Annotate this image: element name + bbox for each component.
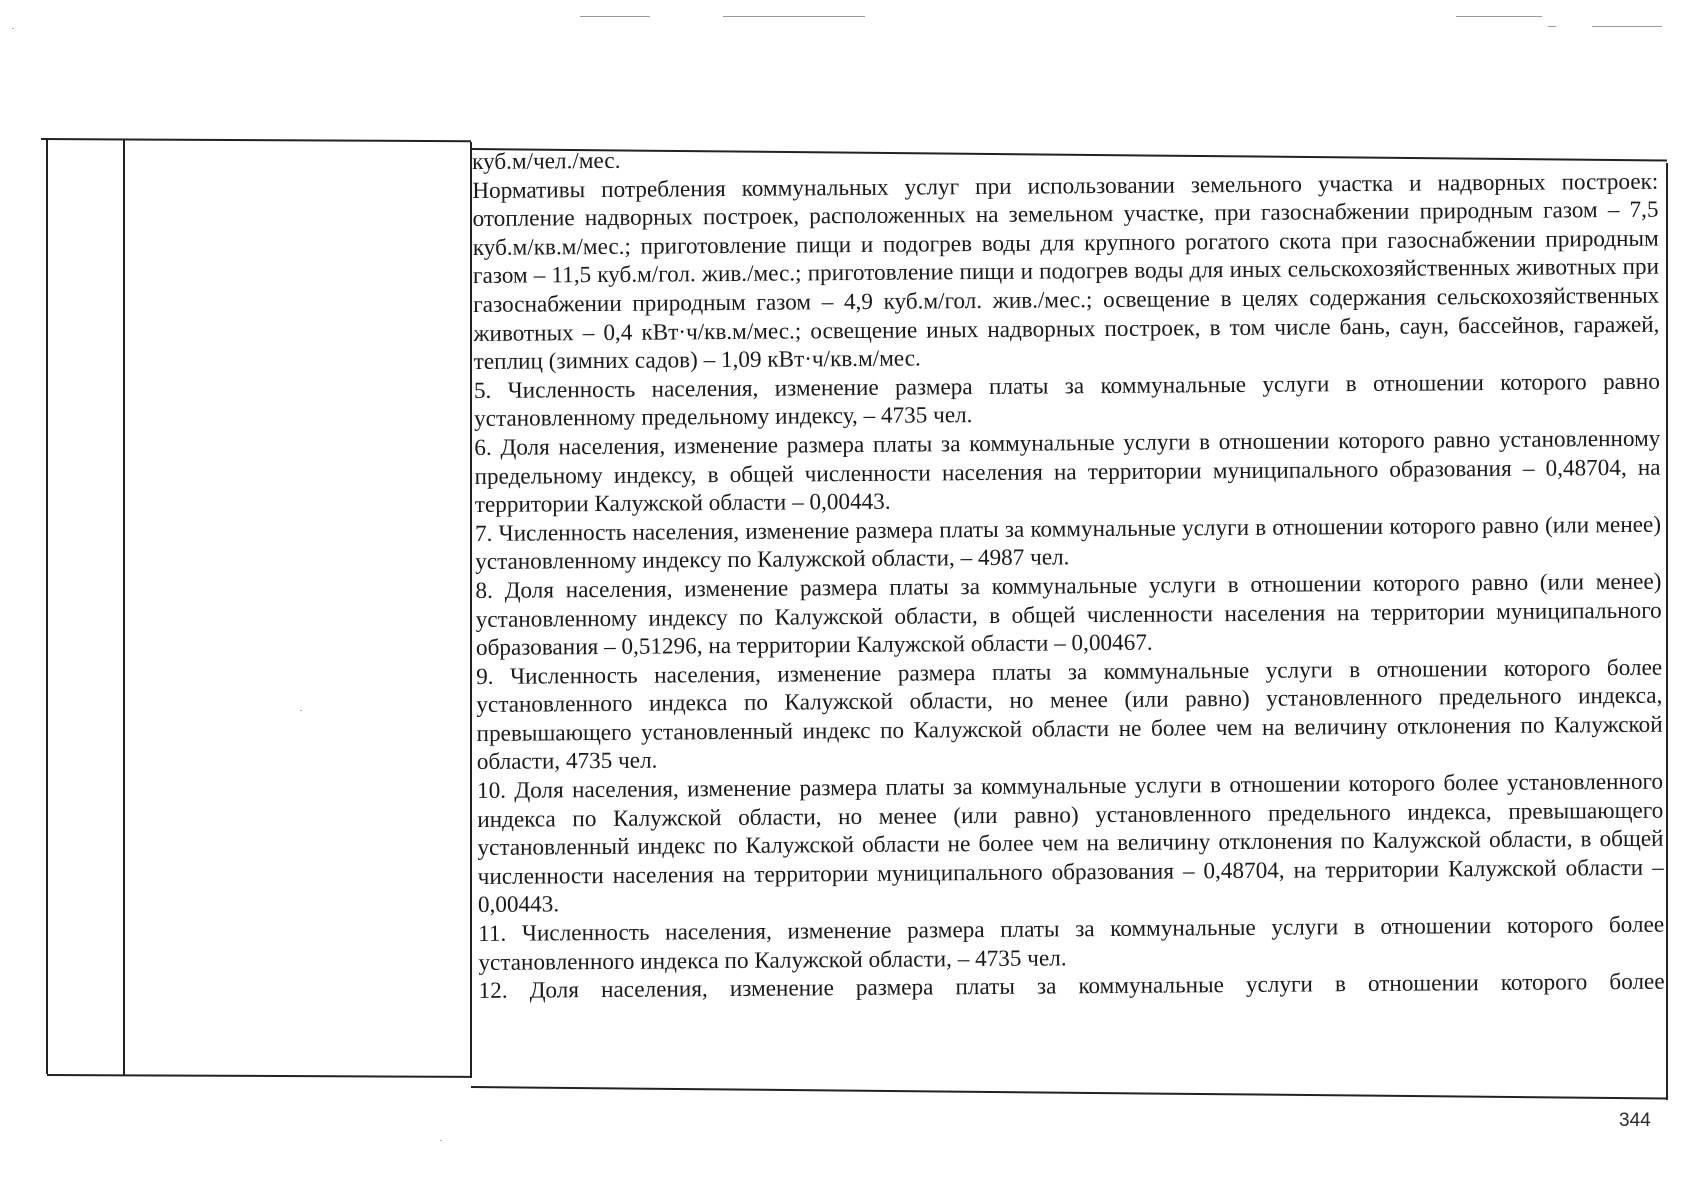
paragraph-item-8: 8. Доля населения, изменение размера платы за коммунальные услуги в отношении которого равно (или менее) установленному индексу по Калужской области, в общей численности населения на территории муниципального образования – 0,51296, на территории Калужской области – 0,00467. [475,568,1662,662]
table-bottom-border-right [471,1086,1667,1099]
scan-mark [1456,16,1542,17]
paragraph-item-5: 5. Численность населения, изменение размера платы за коммунальные услуги в отношении которого равно установленному предельному индексу, – 4735 чел. [473,368,1660,433]
paragraph-item-6: 6. Доля населения, изменение размера платы за коммунальные услуги в отношении которого равно установленному предельному индексу, в общей численности населения на территории муниципального образования – 0,48704, на территории Калужской области – 0,00443. [474,425,1661,519]
table-top-border [41,138,471,142]
continuation-line: куб.м/чел./мес. [472,147,621,175]
page-number: 344 [1619,1110,1651,1131]
paragraph-item-11: 11. Численность населения, изменение размера платы за коммунальные услуги в отношении которого более установленного индекса по Калужской области, – 4735 чел. [478,911,1665,976]
table-bottom-border-left [47,1074,471,1078]
table-right-border [1666,163,1668,1100]
text-cell [472,139,1665,1006]
scan-speck [300,710,302,711]
scan-mark [580,16,650,17]
paragraph-item-10: 10. Доля населения, изменение размера платы за коммунальные услуги в отношении которого более установленного индекса по Калужской области, но менее (или равно) установленного предельного индекса, превышающего установленный индекс по Калужской области не более чем на величину отклонения по Калужской области, в общей численности населения на территории муниципального образования – 0,48704, на территории Калужской области – 0,00443. [476,768,1664,919]
column-divider-1 [123,139,125,1075]
scan-mark [1548,26,1556,27]
scan-speck [12,28,14,29]
paragraph-item-12: 12. Доля населения, изменение размера платы за коммунальные услуги в отношении которого более [478,968,1665,1005]
paragraph-item-7: 7. Численность населения, изменение размера платы за коммунальные услуги в отношении которого равно (или менее) установленному индексу по Калужской области, – 4987 чел. [474,511,1662,576]
scan-speck [440,1140,442,1141]
table-left-border [46,138,48,1074]
paragraph-item-9: 9. Численность населения, изменение размера платы за коммунальные услуги в отношении которого более установленного индекса по Калужской области, но менее (или равно) установленного предельного индекса, превышающего установленный индекс по Калужской области не более чем на величину отклонения по Калужской области, 4735 чел. [476,654,1663,776]
scan-mark [1592,26,1662,27]
paragraph-norms: Нормативы потребления коммунальных услуг при использовании земельного участка и надворных построек: отопление надворных построек, расположенных на земельном участке, при газоснабжении природным газом – 7,5 куб.м/кв.м/мес.; приготовление пищи и подогрев воды для крупного рогатого скота при газоснабжении природным газом – 11,5 куб.м/гол. жив./мес.; приготовление пищи и подогрев воды для иных сельскохозяйственных животных при газоснабжении природным газом – 4,9 куб.м/гол. жив./мес.; освещение в целях содержания сельскохозяйственных животных – 0,4 кВт·ч/кв.м/мес.; освещение иных надворных построек, в том числе бань, саун, бассейнов, гаражей, теплиц (зимних садов) – 1,09 кВт·ч/кв.м/мес. [472,168,1660,376]
scan-mark [723,16,865,17]
column-divider-2 [470,142,472,1078]
